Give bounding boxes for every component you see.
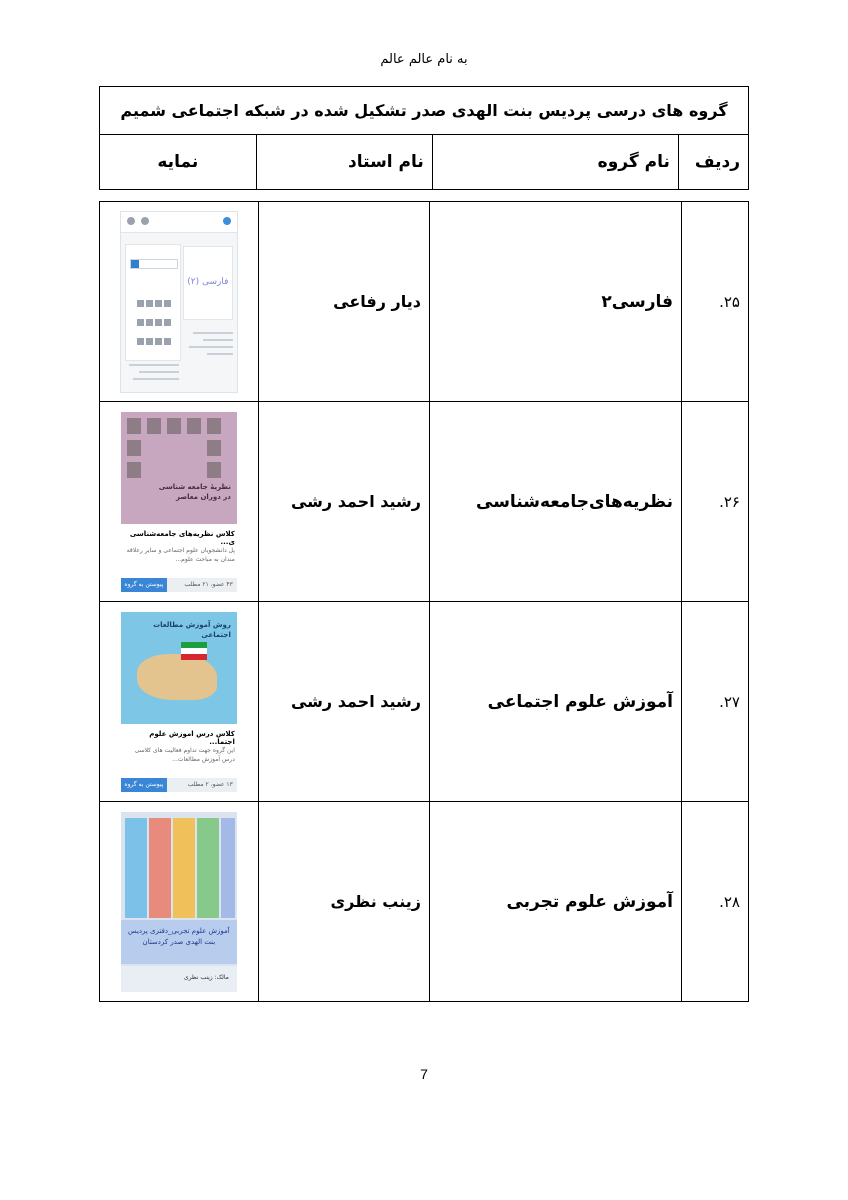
cover-caption: نظریهٔ جامعه شناسی در دوران معاصر xyxy=(158,482,231,501)
group-card xyxy=(183,246,233,320)
search-input xyxy=(130,259,178,269)
table-title: گروه های درسی پردیس بنت الهدی صدر تشکیل شده در شبکه اجتماعی شمیم xyxy=(100,87,749,135)
group-card-label: فارسی (۲) xyxy=(187,276,229,287)
photo-caption: آموزش علوم تجربی_دفتری پردیس بنت الهدی صدر کردستان xyxy=(128,926,230,946)
group-page-thumbnail xyxy=(120,211,238,393)
table-row xyxy=(100,202,749,402)
join-group-button: پیوستن به گروه xyxy=(121,578,167,592)
course-description: این گروه جهت تداوم فعالیت های کلاسی درس آموزش مطالعات... xyxy=(134,746,235,763)
card-footer xyxy=(121,578,237,592)
table-row xyxy=(100,802,749,1002)
course-title: کلاس نظریه‌های جامعه‌شناسی ی... xyxy=(129,529,235,546)
caption-band xyxy=(121,920,237,964)
teacher-name: رشید احمد رشی xyxy=(258,602,429,802)
owner-strip xyxy=(121,966,237,992)
groups-table xyxy=(99,201,749,1002)
book-image xyxy=(197,818,219,918)
column-header-teacher: نام استاد xyxy=(256,135,432,190)
image-cell xyxy=(100,202,259,402)
top-bar xyxy=(121,212,237,233)
members-count: ۱۳ عضو، ۲ مطلب xyxy=(187,780,233,788)
teacher-name: رشید احمد رشی xyxy=(258,402,429,602)
cover-caption: روش آموزش مطالعات اجتماعی xyxy=(153,620,231,639)
image-cell xyxy=(100,602,259,802)
book-image xyxy=(149,818,171,918)
group-name: آموزش علوم اجتماعی xyxy=(429,602,681,802)
owner-label: مالک: زینب نظری xyxy=(183,973,229,981)
search-card xyxy=(125,244,181,361)
teacher-name: دیار رفاعی xyxy=(258,202,429,402)
page-number: 7 xyxy=(420,1066,428,1082)
group-name: آموزش علوم تجربی xyxy=(429,802,681,1002)
row-number: ۲۵. xyxy=(682,202,749,402)
row-number: ۲۸. xyxy=(682,802,749,1002)
post-lines xyxy=(125,364,179,385)
members-count: ۴۳ عضو، ۲۱ مطلب xyxy=(184,580,233,588)
sociology-card-thumbnail xyxy=(121,412,237,592)
row-number: ۲۷. xyxy=(682,602,749,802)
group-name: نظریه‌های‌جامعه‌شناسی xyxy=(429,402,681,602)
course-description: پل دانشجویان علوم اجتماعی و سایر رعلاقه مندان به مباحث علوم... xyxy=(126,546,235,563)
column-header-group: نام گروه xyxy=(432,135,678,190)
map-illustration xyxy=(137,654,217,700)
header-note: به نام عالم عالم xyxy=(380,52,468,67)
book-image xyxy=(173,818,195,918)
search-icon xyxy=(131,260,139,268)
settings-icon xyxy=(141,217,149,225)
column-header-image: نمایه xyxy=(100,135,257,190)
column-header-row: ردیف xyxy=(678,135,748,190)
flag-illustration xyxy=(181,642,207,660)
book-image xyxy=(125,818,147,918)
header-table xyxy=(99,86,749,190)
join-group-button: پیوستن به گروه xyxy=(121,778,167,792)
book-image xyxy=(221,818,235,918)
social-studies-card-thumbnail xyxy=(121,612,237,792)
course-title: کلاس درس اموزش علوم اجتما... xyxy=(149,729,235,746)
logo-icon xyxy=(223,217,231,225)
info-lines xyxy=(185,332,233,360)
menu-icon xyxy=(127,217,135,225)
group-name: فارسی۲ xyxy=(429,202,681,402)
table-row xyxy=(100,402,749,602)
science-books-thumbnail xyxy=(121,812,237,992)
members-grid xyxy=(134,293,174,350)
image-cell xyxy=(100,402,259,602)
table-row xyxy=(100,602,749,802)
card-footer xyxy=(121,778,237,792)
image-cell xyxy=(100,802,259,1002)
row-number: ۲۶. xyxy=(682,402,749,602)
book-cover xyxy=(121,412,237,524)
book-cover xyxy=(121,612,237,724)
teacher-name: زینب نظری xyxy=(258,802,429,1002)
